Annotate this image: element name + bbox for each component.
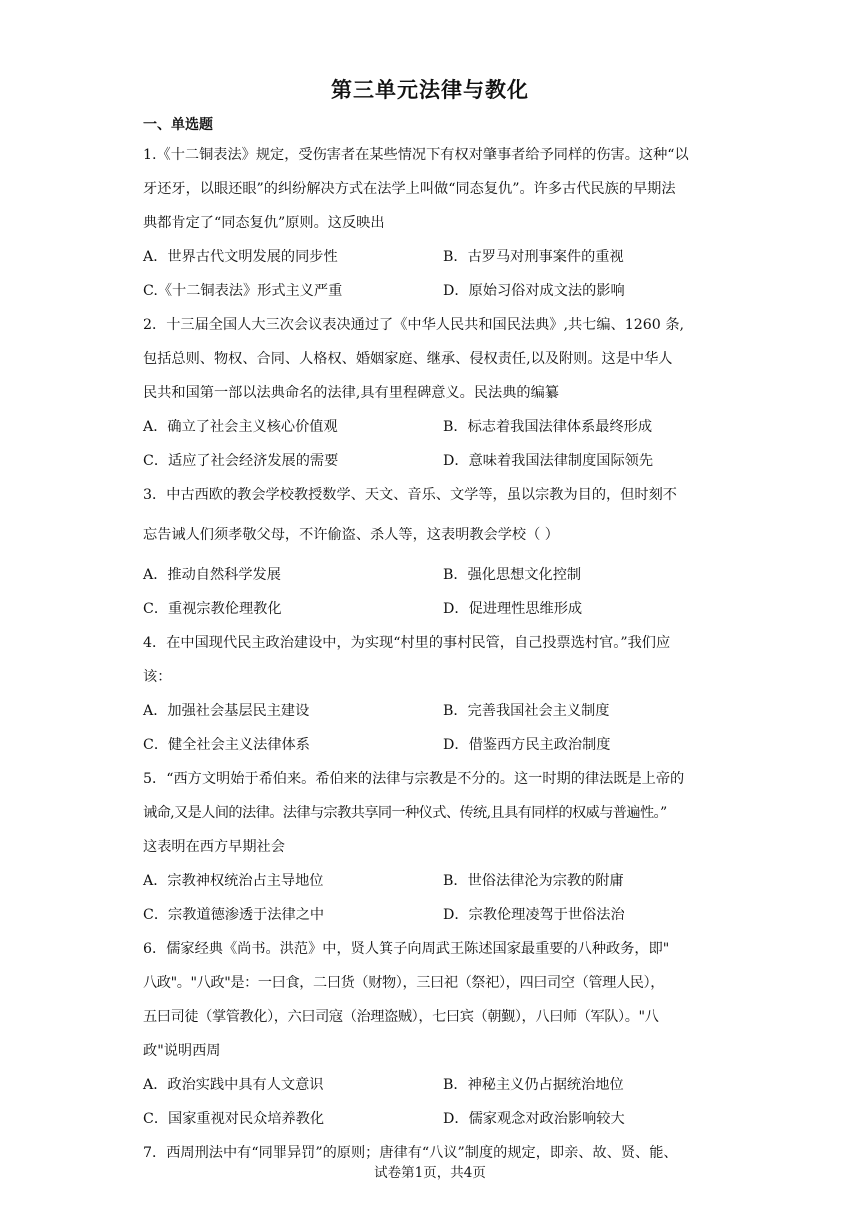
question-stem xyxy=(143,932,715,1068)
question-3 xyxy=(143,478,715,626)
options-row xyxy=(143,1068,715,1102)
stem-line: 1.《十二铜表法》规定，受伤害者在某些情况下有权对肇事者给予同样的伤害。这种“以 xyxy=(143,147,689,163)
stem-line: 5．“西方文明始于希伯来。希伯来的法律与宗教是不分的。这一时期的律法既是上帝的 xyxy=(143,771,685,787)
stem-line: 该： xyxy=(143,669,172,685)
option-a[interactable]: A．推动自然科学发展 xyxy=(143,567,281,583)
option-b[interactable]: B．古罗马对刑事案件的重视 xyxy=(443,249,624,265)
option-a[interactable]: A．世界古代文明发展的同步性 xyxy=(143,249,338,265)
stem-line: 包括总则、物权、合同、人格权、婚姻家庭、继承、侵权责任,以及附则。这是中华人 xyxy=(143,351,673,367)
option-d[interactable]: D．原始习俗对成文法的影响 xyxy=(443,283,625,299)
stem-line: 3．中古西欧的教会学校教授数学、天文、音乐、文学等，虽以宗教为目的，但时刻不 xyxy=(143,487,677,503)
options-row xyxy=(143,592,715,626)
stem-line: 6．儒家经典《尚书。洪范》中，贤人箕子向周武王陈述国家最重要的八种政务，即" xyxy=(143,941,670,957)
options-row xyxy=(143,240,715,274)
stem-line: 诫命,又是人间的法律。法律与宗教共享同一种仪式、传统,且具有同样的权威与普遍性。” xyxy=(143,805,667,821)
option-c[interactable]: C．重视宗教伦理教化 xyxy=(143,601,282,617)
question-stem xyxy=(143,308,715,410)
question-stem xyxy=(143,762,715,864)
options-row xyxy=(143,444,715,478)
option-a[interactable]: A．加强社会基层民主建设 xyxy=(143,703,310,719)
stem-line: 典都肯定了“同态复仇”原则。这反映出 xyxy=(143,215,385,231)
question-1 xyxy=(143,138,715,308)
options-row xyxy=(143,558,715,592)
question-6 xyxy=(143,932,715,1136)
options-row xyxy=(143,1102,715,1136)
question-stem xyxy=(143,138,715,240)
stem-line: 牙还牙，以眼还眼”的纠纷解决方式在法学上叫做“同态复仇”。许多古代民族的早期法 xyxy=(143,181,676,197)
question-stem xyxy=(143,478,715,552)
stem-line: 忘告诫人们须孝敬父母，不许偷盗、杀人等，这表明教会学校（ ） xyxy=(143,527,559,543)
stem-line: 2．十三届全国人大三次会议表决通过了《中华人民共和国民法典》,共七编、1260 条, xyxy=(143,317,685,333)
question-stem xyxy=(143,626,715,694)
option-b[interactable]: B．标志着我国法律体系最终形成 xyxy=(443,419,653,435)
question-5 xyxy=(143,762,715,932)
question-2 xyxy=(143,308,715,478)
option-d[interactable]: D．借鉴西方民主政治制度 xyxy=(443,737,611,753)
page-title: 第三单元法律与教化 xyxy=(331,78,529,102)
option-a[interactable]: A．政治实践中具有人文意识 xyxy=(143,1077,324,1093)
options-row xyxy=(143,410,715,444)
option-b[interactable]: B．强化思想文化控制 xyxy=(443,567,582,583)
stem-line: 民共和国第一部以法典命名的法律,具有里程碑意义。民法典的编纂 xyxy=(143,385,559,401)
option-b[interactable]: B．神秘主义仍占据统治地位 xyxy=(443,1077,624,1093)
option-b[interactable]: B．完善我国社会主义制度 xyxy=(443,703,610,719)
options-row xyxy=(143,728,715,762)
option-c[interactable]: C．国家重视对民众培养教化 xyxy=(143,1111,325,1127)
option-d[interactable]: D．意味着我国法律制度国际领先 xyxy=(443,453,654,469)
option-c[interactable]: C．适应了社会经济发展的需要 xyxy=(143,453,339,469)
option-d[interactable]: D．促进理性思维形成 xyxy=(443,601,583,617)
question-4 xyxy=(143,626,715,762)
option-a[interactable]: A．确立了社会主义核心价值观 xyxy=(143,419,338,435)
options-row xyxy=(143,274,715,308)
stem-line: 4．在中国现代民主政治建设中，为实现“村里的事村民管，自己投票选村官。”我们应 xyxy=(143,635,671,651)
options-row xyxy=(143,898,715,932)
question-list xyxy=(143,138,715,1170)
option-c[interactable]: C.《十二铜表法》形式主义严重 xyxy=(143,283,343,299)
option-c[interactable]: C．宗教道德渗透于法律之中 xyxy=(143,907,325,923)
stem-line: 八政"。"八政"是：一曰食，二曰货（财物），三曰祀（祭祀），四曰司空（管理人民）， xyxy=(143,975,665,991)
options-row xyxy=(143,864,715,898)
option-c[interactable]: C．健全社会主义法律体系 xyxy=(143,737,310,753)
page-footer: 试卷第1页，共4页 xyxy=(374,1165,486,1181)
stem-line: 7．西周刑法中有“同罪异罚”的原则；唐律有“八议”制度的规定，即亲、故、贤、能、 xyxy=(143,1145,678,1161)
option-d[interactable]: D．儒家观念对政治影响较大 xyxy=(443,1111,625,1127)
section-heading: 一、单选题 xyxy=(143,117,213,133)
option-a[interactable]: A．宗教神权统治占主导地位 xyxy=(143,873,324,889)
options-row xyxy=(143,694,715,728)
stem-line: 政"说明西周 xyxy=(143,1043,221,1059)
option-b[interactable]: B．世俗法律沦为宗教的附庸 xyxy=(443,873,624,889)
option-d[interactable]: D．宗教伦理凌驾于世俗法治 xyxy=(443,907,625,923)
stem-line: 这表明在西方早期社会 xyxy=(143,839,285,855)
stem-line: 五曰司徒（掌管教化），六曰司寇（治理盗贼），七曰宾（朝觐），八曰师（军队）。"八 xyxy=(143,1009,659,1025)
